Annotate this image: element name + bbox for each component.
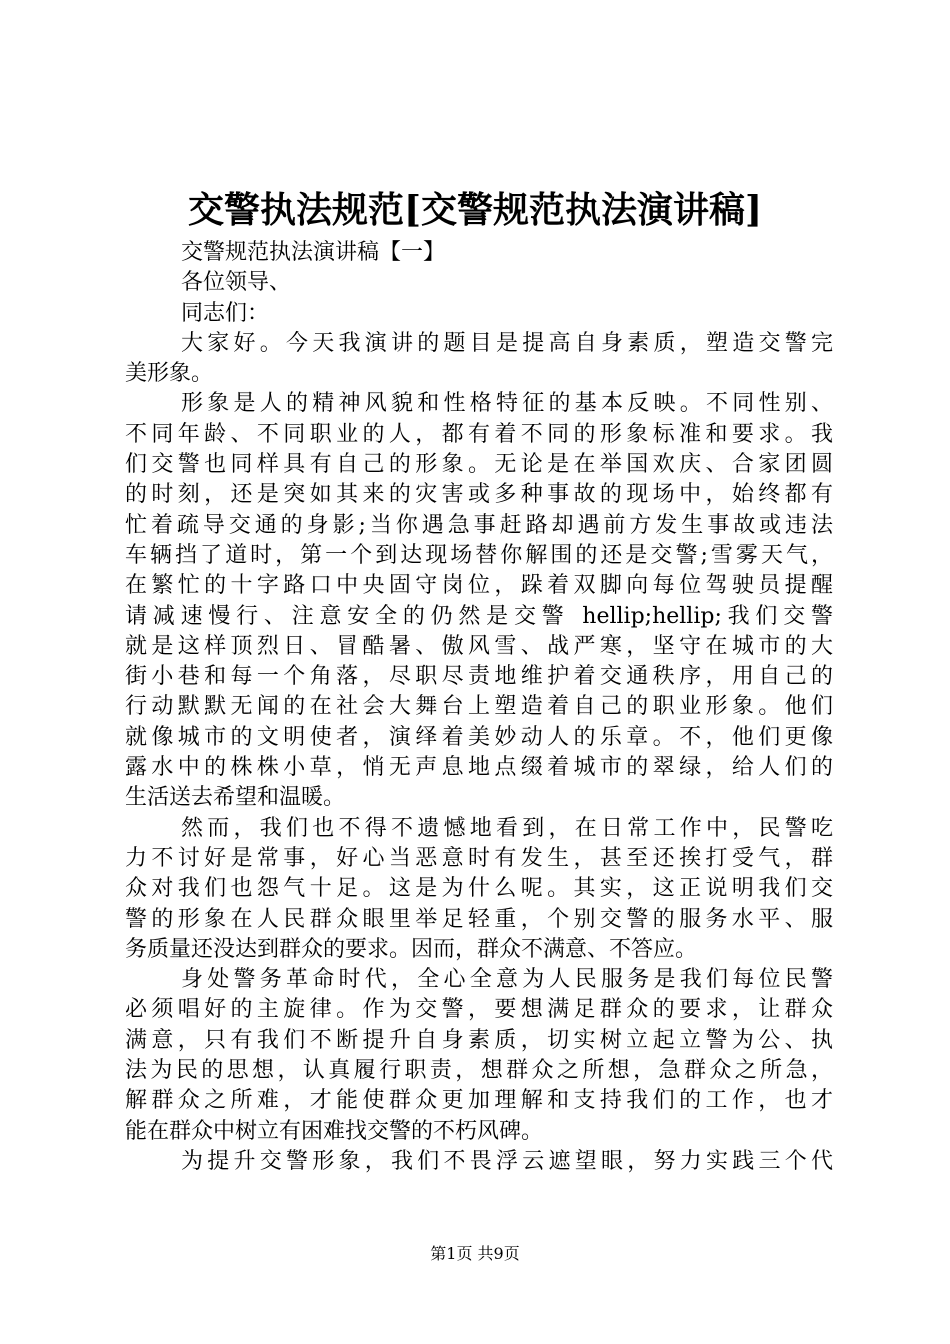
paragraph-line: 形象是人的精神风貌和性格特征的基本反映。不同性别、 [181, 391, 833, 417]
paragraph-line: 的时刻，还是突如其来的灾害或多种事故的现场中，始终都有 [125, 482, 833, 508]
paragraph-line: 露水中的株株小草，悄无声息地点缀着城市的翠绿，给人们的 [125, 755, 833, 781]
paragraph-line: 车辆挡了道时，第一个到达现场替你解围的还是交警;雪雾天气， [125, 542, 833, 568]
paragraph-line: 行动默默无闻的在社会大舞台上塑造着自己的职业形象。他们 [125, 694, 833, 720]
paragraph-line: 在繁忙的十字路口中央固守岗位，跺着双脚向每位驾驶员提醒 [125, 573, 833, 599]
paragraph-line: 力不讨好是常事，好心当恶意时有发生，甚至还挨打受气，群 [125, 845, 833, 871]
paragraph-line: 生活送去希望和温暖。 [125, 785, 346, 811]
document-title: 交警执法规范[交警规范执法演讲稿] [187, 189, 763, 231]
paragraph-line: 能在群众中树立有困难找交警的不朽风碑。 [125, 1118, 544, 1144]
salutation-line: 同志们： [181, 300, 270, 326]
paragraph-line: 美形象。 [125, 361, 214, 387]
salutation-line: 各位领导、 [181, 270, 292, 296]
paragraph-line: 忙着疏导交通的身影;当你遇急事赶路却遇前方发生事故或违法 [125, 512, 833, 538]
paragraph-line: 身处警务革命时代，全心全意为人民服务是我们每位民警 [181, 967, 833, 993]
paragraph-line: 就像城市的文明使者，演绎着美妙动人的乐章。不，他们更像 [125, 724, 833, 750]
paragraph-line: 解群众之所难，才能使群众更加理解和支持我们的工作，也才 [125, 1088, 833, 1114]
paragraph-line: 众对我们也怨气十足。这是为什么呢。其实，这正说明我们交 [125, 876, 833, 902]
paragraph-line: 警的形象在人民群众眼里举足轻重，个别交警的服务水平、服 [125, 906, 833, 932]
paragraph-line: 满意，只有我们不断提升自身素质，切实树立起立警为公、执 [125, 1027, 833, 1053]
paragraph-line: 大家好。今天我演讲的题目是提高自身素质，塑造交警完 [181, 330, 833, 356]
paragraph-line: 务质量还没达到群众的要求。因而，群众不满意、不答应。 [125, 936, 698, 962]
page-footer: 第1页 共9页 [430, 1244, 520, 1263]
document-body [125, 238, 833, 1177]
paragraph-line: 们交警也同样具有自己的形象。无论是在举国欢庆、合家团圆 [125, 452, 833, 478]
paragraph-line: 就是这样顶烈日、冒酷暑、傲风雪、战严寒，坚守在城市的大 [125, 633, 833, 659]
paragraph-line: 为提升交警形象，我们不畏浮云遮望眼，努力实践三个代 [181, 1148, 833, 1174]
paragraph-line: 然而，我们也不得不遗憾地看到，在日常工作中，民警吃 [181, 815, 833, 841]
paragraph-line: 不同年龄、不同职业的人，都有着不同的形象标准和要求。我 [125, 421, 833, 447]
paragraph-line: 请减速慢行、注意安全的仍然是交警 hellip;hellip;我们交警 [125, 603, 833, 629]
paragraph-line: 街小巷和每一个角落，尽职尽责地维护着交通秩序，用自己的 [125, 664, 833, 690]
paragraph-line: 法为民的思想，认真履行职责，想群众之所想，急群众之所急， [125, 1058, 833, 1084]
paragraph-line: 必须唱好的主旋律。作为交警，要想满足群众的要求，让群众 [125, 997, 833, 1023]
section-heading: 交警规范执法演讲稿【一】 [181, 240, 446, 265]
